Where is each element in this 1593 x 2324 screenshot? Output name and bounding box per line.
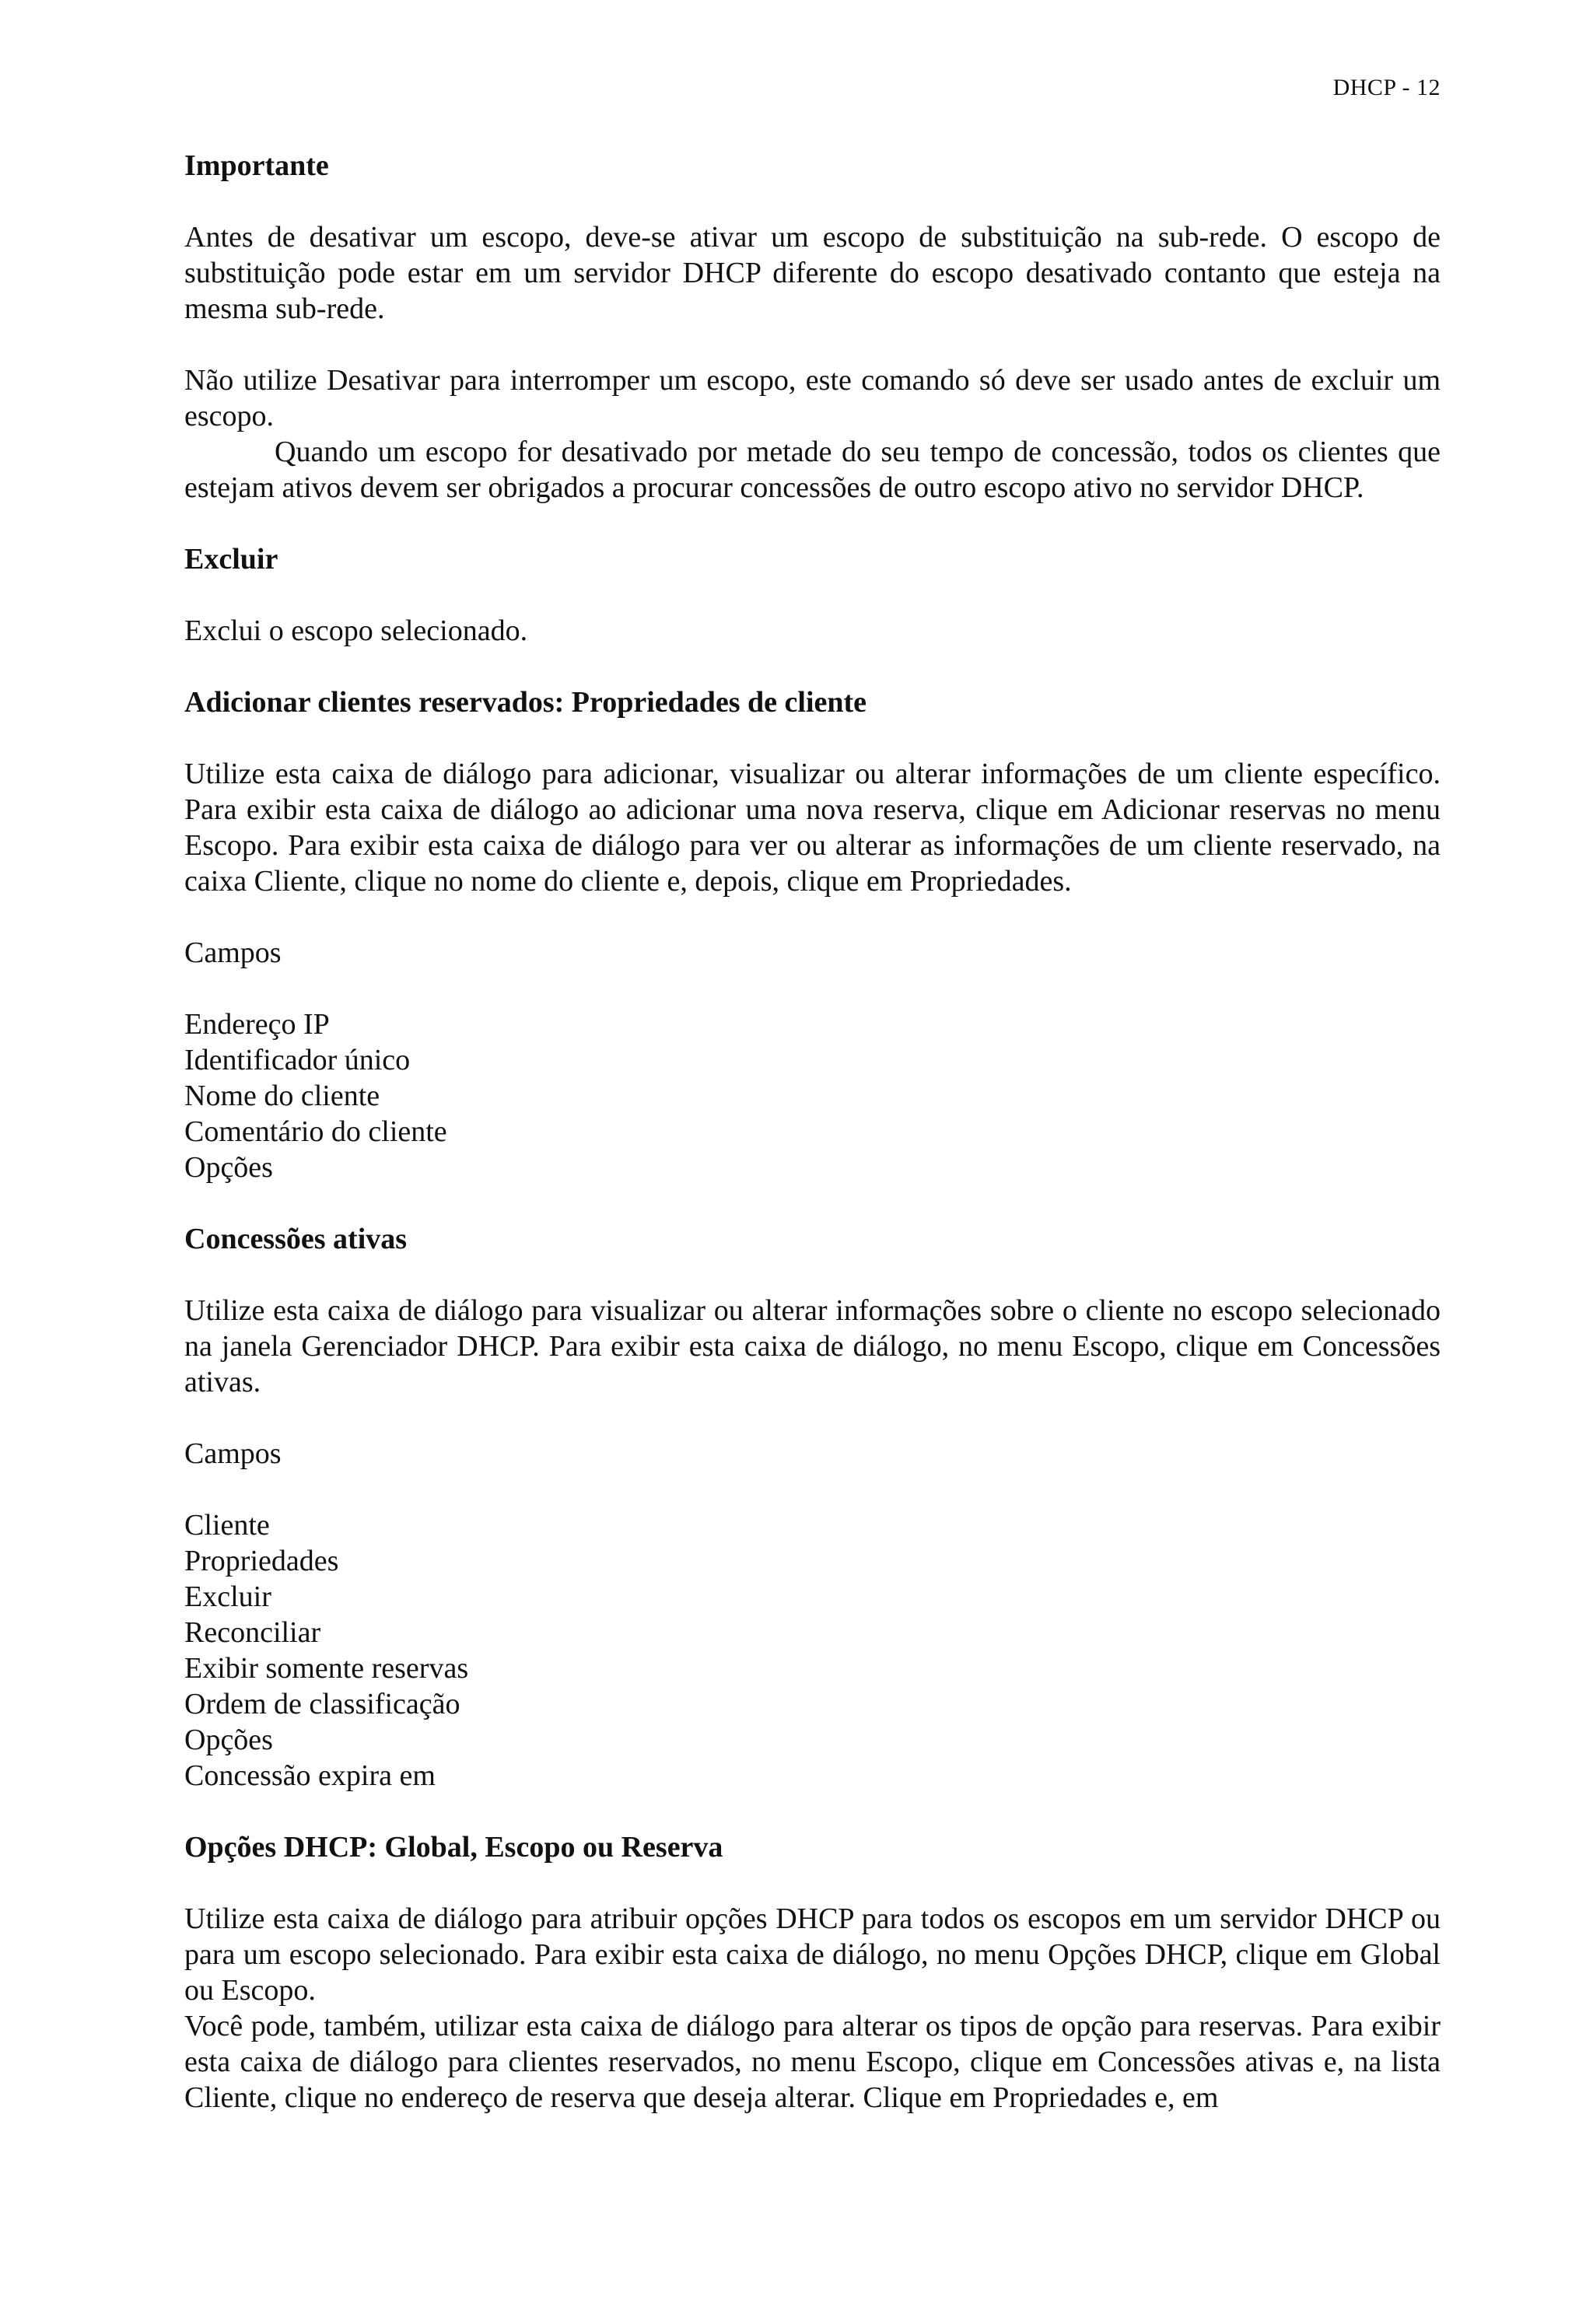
paragraph-concessoes: Utilize esta caixa de diálogo para visualizar ou alterar informações sobre o cliente no escopo selecionado na janela Gerenciador DHCP. Para exibir esta caixa de diálogo, no menu Escopo, clique em Concessões ativas.: [184, 1294, 1441, 1398]
paragraph-opcoes-2: Você pode, também, utilizar esta caixa de diálogo para alterar os tipos de opção para reservas. Para exibir esta caixa de diálogo para clientes reservados, no menu Escopo, clique em Concessões ativas e, na lista Cliente, clique no endereço de reserva que deseja alterar. Clique em Propriedades e, em: [184, 2010, 1441, 2114]
list-item: Opções: [184, 1151, 273, 1184]
paragraph-importante-2: Não utilize Desativar para interromper um escopo, este comando só deve ser usado antes de excluir um escopo.: [184, 364, 1441, 432]
section-heading-excluir: Excluir: [184, 543, 278, 576]
list-item: Exibir somente reservas: [184, 1652, 469, 1685]
fields-label-concessoes: Campos: [184, 1437, 282, 1470]
paragraph-excluir: Exclui o escopo selecionado.: [184, 614, 528, 647]
list-item: Excluir: [184, 1580, 271, 1613]
list-item: Propriedades: [184, 1545, 339, 1577]
paragraph-opcoes-1: Utilize esta caixa de diálogo para atribuir opções DHCP para todos os escopos em um servidor DHCP ou para um escopo selecionado. Para exibir esta caixa de diálogo, no menu Opções DHCP, clique em Global ou Escopo.: [184, 1902, 1441, 2007]
section-heading-opcoes: Opções DHCP: Global, Escopo ou Reserva: [184, 1831, 723, 1864]
paragraph-adicionar: Utilize esta caixa de diálogo para adicionar, visualizar ou alterar informações de um cliente específico. Para exibir esta caixa de diálogo ao adicionar uma nova reserva, clique em Adicionar reservas no menu Escopo. Para exibir esta caixa de diálogo para ver ou alterar as informações de um cliente reservado, na caixa Cliente, clique no nome do cliente e, depois, clique em Propriedades.: [184, 758, 1441, 898]
list-item: Ordem de classificação: [184, 1688, 460, 1720]
list-item: Opções: [184, 1724, 273, 1756]
section-heading-concessoes: Concessões ativas: [184, 1223, 408, 1255]
list-item: Endereço IP: [184, 1008, 330, 1041]
paragraph-importante-3: Quando um escopo for desativado por metade do seu tempo de concessão, todos os clientes que estejam ativos devem ser obrigados a procurar concessões de outro escopo ativo no servidor DHCP.: [184, 436, 1441, 504]
list-item: Cliente: [184, 1509, 270, 1542]
page-number-header: DHCP - 12: [1332, 75, 1441, 100]
list-item: Nome do cliente: [184, 1080, 380, 1112]
list-item: Concessão expira em: [184, 1759, 436, 1792]
fields-label-adicionar: Campos: [184, 936, 282, 969]
field-list-adicionar: [184, 1006, 1441, 1185]
paragraph-importante-1: Antes de desativar um escopo, deve-se ativar um escopo de substituição na sub-rede. O escopo de substituição pode estar em um servidor DHCP diferente do escopo desativado contanto que esteja na mesma sub-rede.: [184, 221, 1441, 325]
section-heading-importante: Importante: [184, 149, 329, 182]
list-item: Comentário do cliente: [184, 1115, 447, 1148]
document-body: [184, 148, 1441, 2116]
list-item: Reconciliar: [184, 1616, 321, 1649]
list-item: Identificador único: [184, 1044, 411, 1076]
field-list-concessoes: [184, 1507, 1441, 1794]
section-heading-adicionar: Adicionar clientes reservados: Propriedades de cliente: [184, 686, 867, 719]
